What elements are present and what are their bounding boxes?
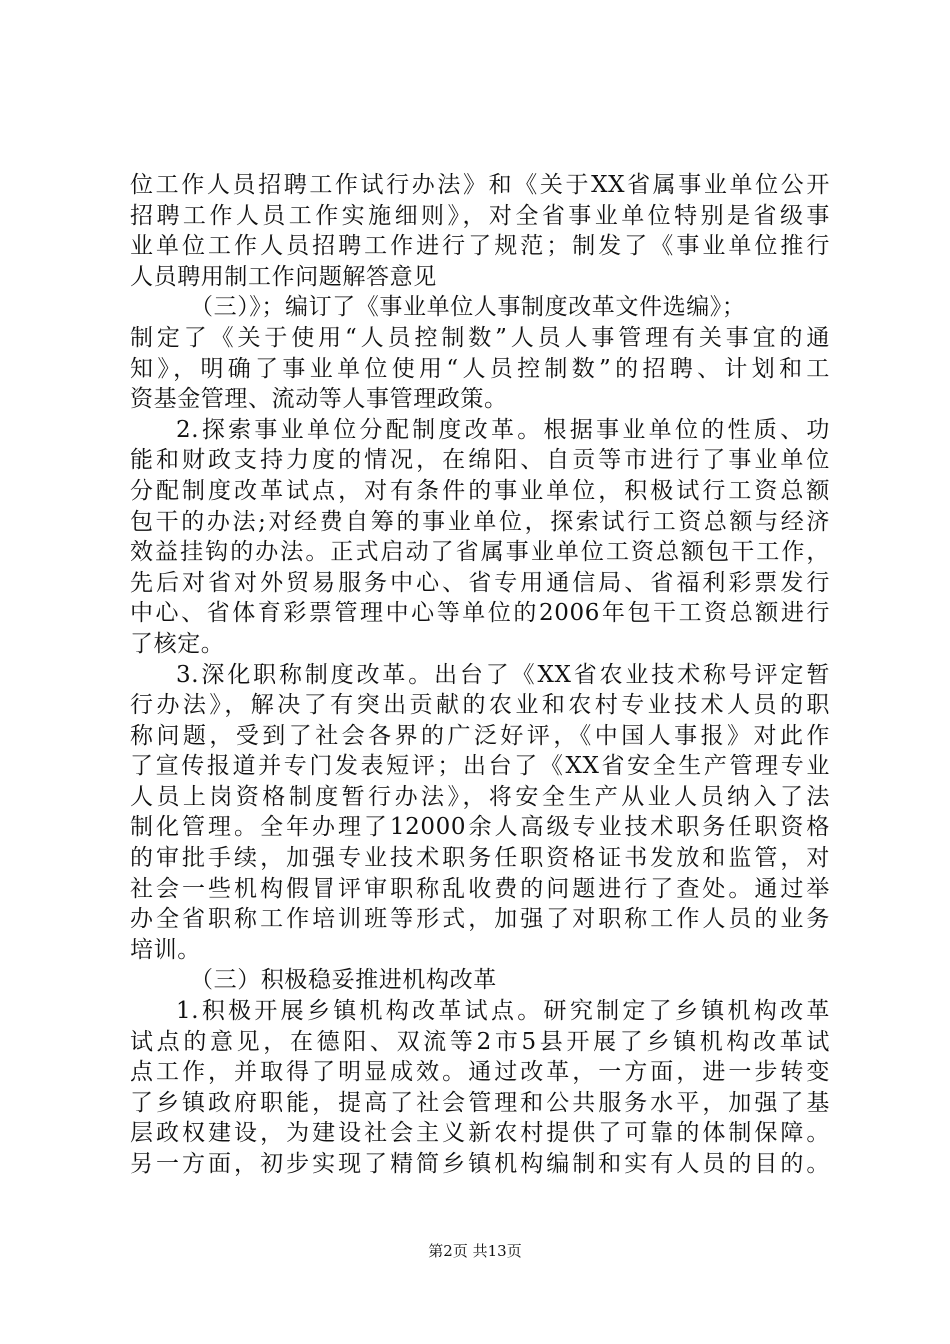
body-line: 称问题，受到了社会各界的广泛好评，《中国人事报》对此作 [130,722,830,749]
body-line: 另一方面，初步实现了精简乡镇机构编制和实有人员的目的。 [130,1151,830,1177]
paragraph-start-line: 2.探索事业单位分配制度改革。根据事业单位的性质、功 [176,416,830,443]
page-number: 第2页 共13页 [428,1242,522,1260]
paragraph-start-line: 1.积极开展乡镇机构改革试点。研究制定了乡镇机构改革 [176,998,830,1025]
body-line: 点工作，并取得了明显成效。通过改革，一方面，进一步转变 [130,1059,830,1086]
body-line: 人员上岗资格制度暂行办法》，将安全生产从业人员纳入了法 [130,783,830,810]
body-line: 层政权建设，为建设社会主义新农村提供了可靠的体制保障。 [130,1120,830,1147]
body-line: 包干的办法;对经费自筹的事业单位，探索试行工资总额与经济 [130,508,830,535]
body-line: 招聘工作人员工作实施细则》，对全省事业单位特别是省级事 [130,202,830,229]
body-line: 位工作人员招聘工作试行办法》和《关于XX省属事业单位公开 [130,172,830,198]
page-footer [0,1240,950,1261]
section-heading: （三）积极稳妥推进机构改革 [190,967,497,994]
document-body [130,170,830,1180]
body-line: 行办法》，解决了有突出贡献的农业和农村专业技术人员的职 [130,692,830,719]
body-line: 知》，明确了事业单位使用“人员控制数”的招聘、计划和工 [130,355,830,382]
body-line: 社会一些机构假冒评审职称乱收费的问题进行了查处。通过举 [130,875,830,902]
body-line: 业单位工作人员招聘工作进行了规范；制发了《事业单位推行 [130,233,830,260]
body-line: 的审批手续，加强专业技术职务任职资格证书发放和监管，对 [130,845,830,872]
body-line: 资基金管理、流动等人事管理政策。 [130,386,508,413]
body-line: 能和财政支持力度的情况，在绵阳、自贡等市进行了事业单位 [130,447,830,474]
body-line: 人员聘用制工作问题解答意见 [130,263,437,290]
body-line: 试点的意见，在德阳、双流等2市5县开展了乡镇机构改革试 [130,1028,830,1055]
body-line: （三）》；编订了《事业单位人事制度改革文件选编》； [190,294,746,321]
body-line: 制定了《关于使用“人员控制数”人员人事管理有关事宜的通 [130,324,830,351]
body-line: 了乡镇政府职能，提高了社会管理和公共服务水平，加强了基 [130,1089,830,1116]
body-line: 了宣传报道并专门发表短评；出台了《XX省安全生产管理专业 [130,753,830,780]
body-line: 制化管理。全年办理了12000余人高级专业技术职务任职资格 [130,814,830,841]
body-line: 效益挂钩的办法。正式启动了省属事业单位工资总额包干工作， [130,539,830,566]
paragraph-start-line: 3.深化职称制度改革。出台了《XX省农业技术称号评定暂 [176,661,830,688]
body-line: 分配制度改革试点，对有条件的事业单位，积极试行工资总额 [130,477,830,504]
body-line: 了核定。 [130,630,225,657]
body-line: 办全省职称工作培训班等形式，加强了对职称工作人员的业务 [130,906,830,933]
body-line: 中心、省体育彩票管理中心等单位的2006年包干工资总额进行 [130,600,830,627]
body-line: 培训。 [130,936,201,963]
body-line: 先后对省对外贸易服务中心、省专用通信局、省福利彩票发行 [130,569,830,596]
